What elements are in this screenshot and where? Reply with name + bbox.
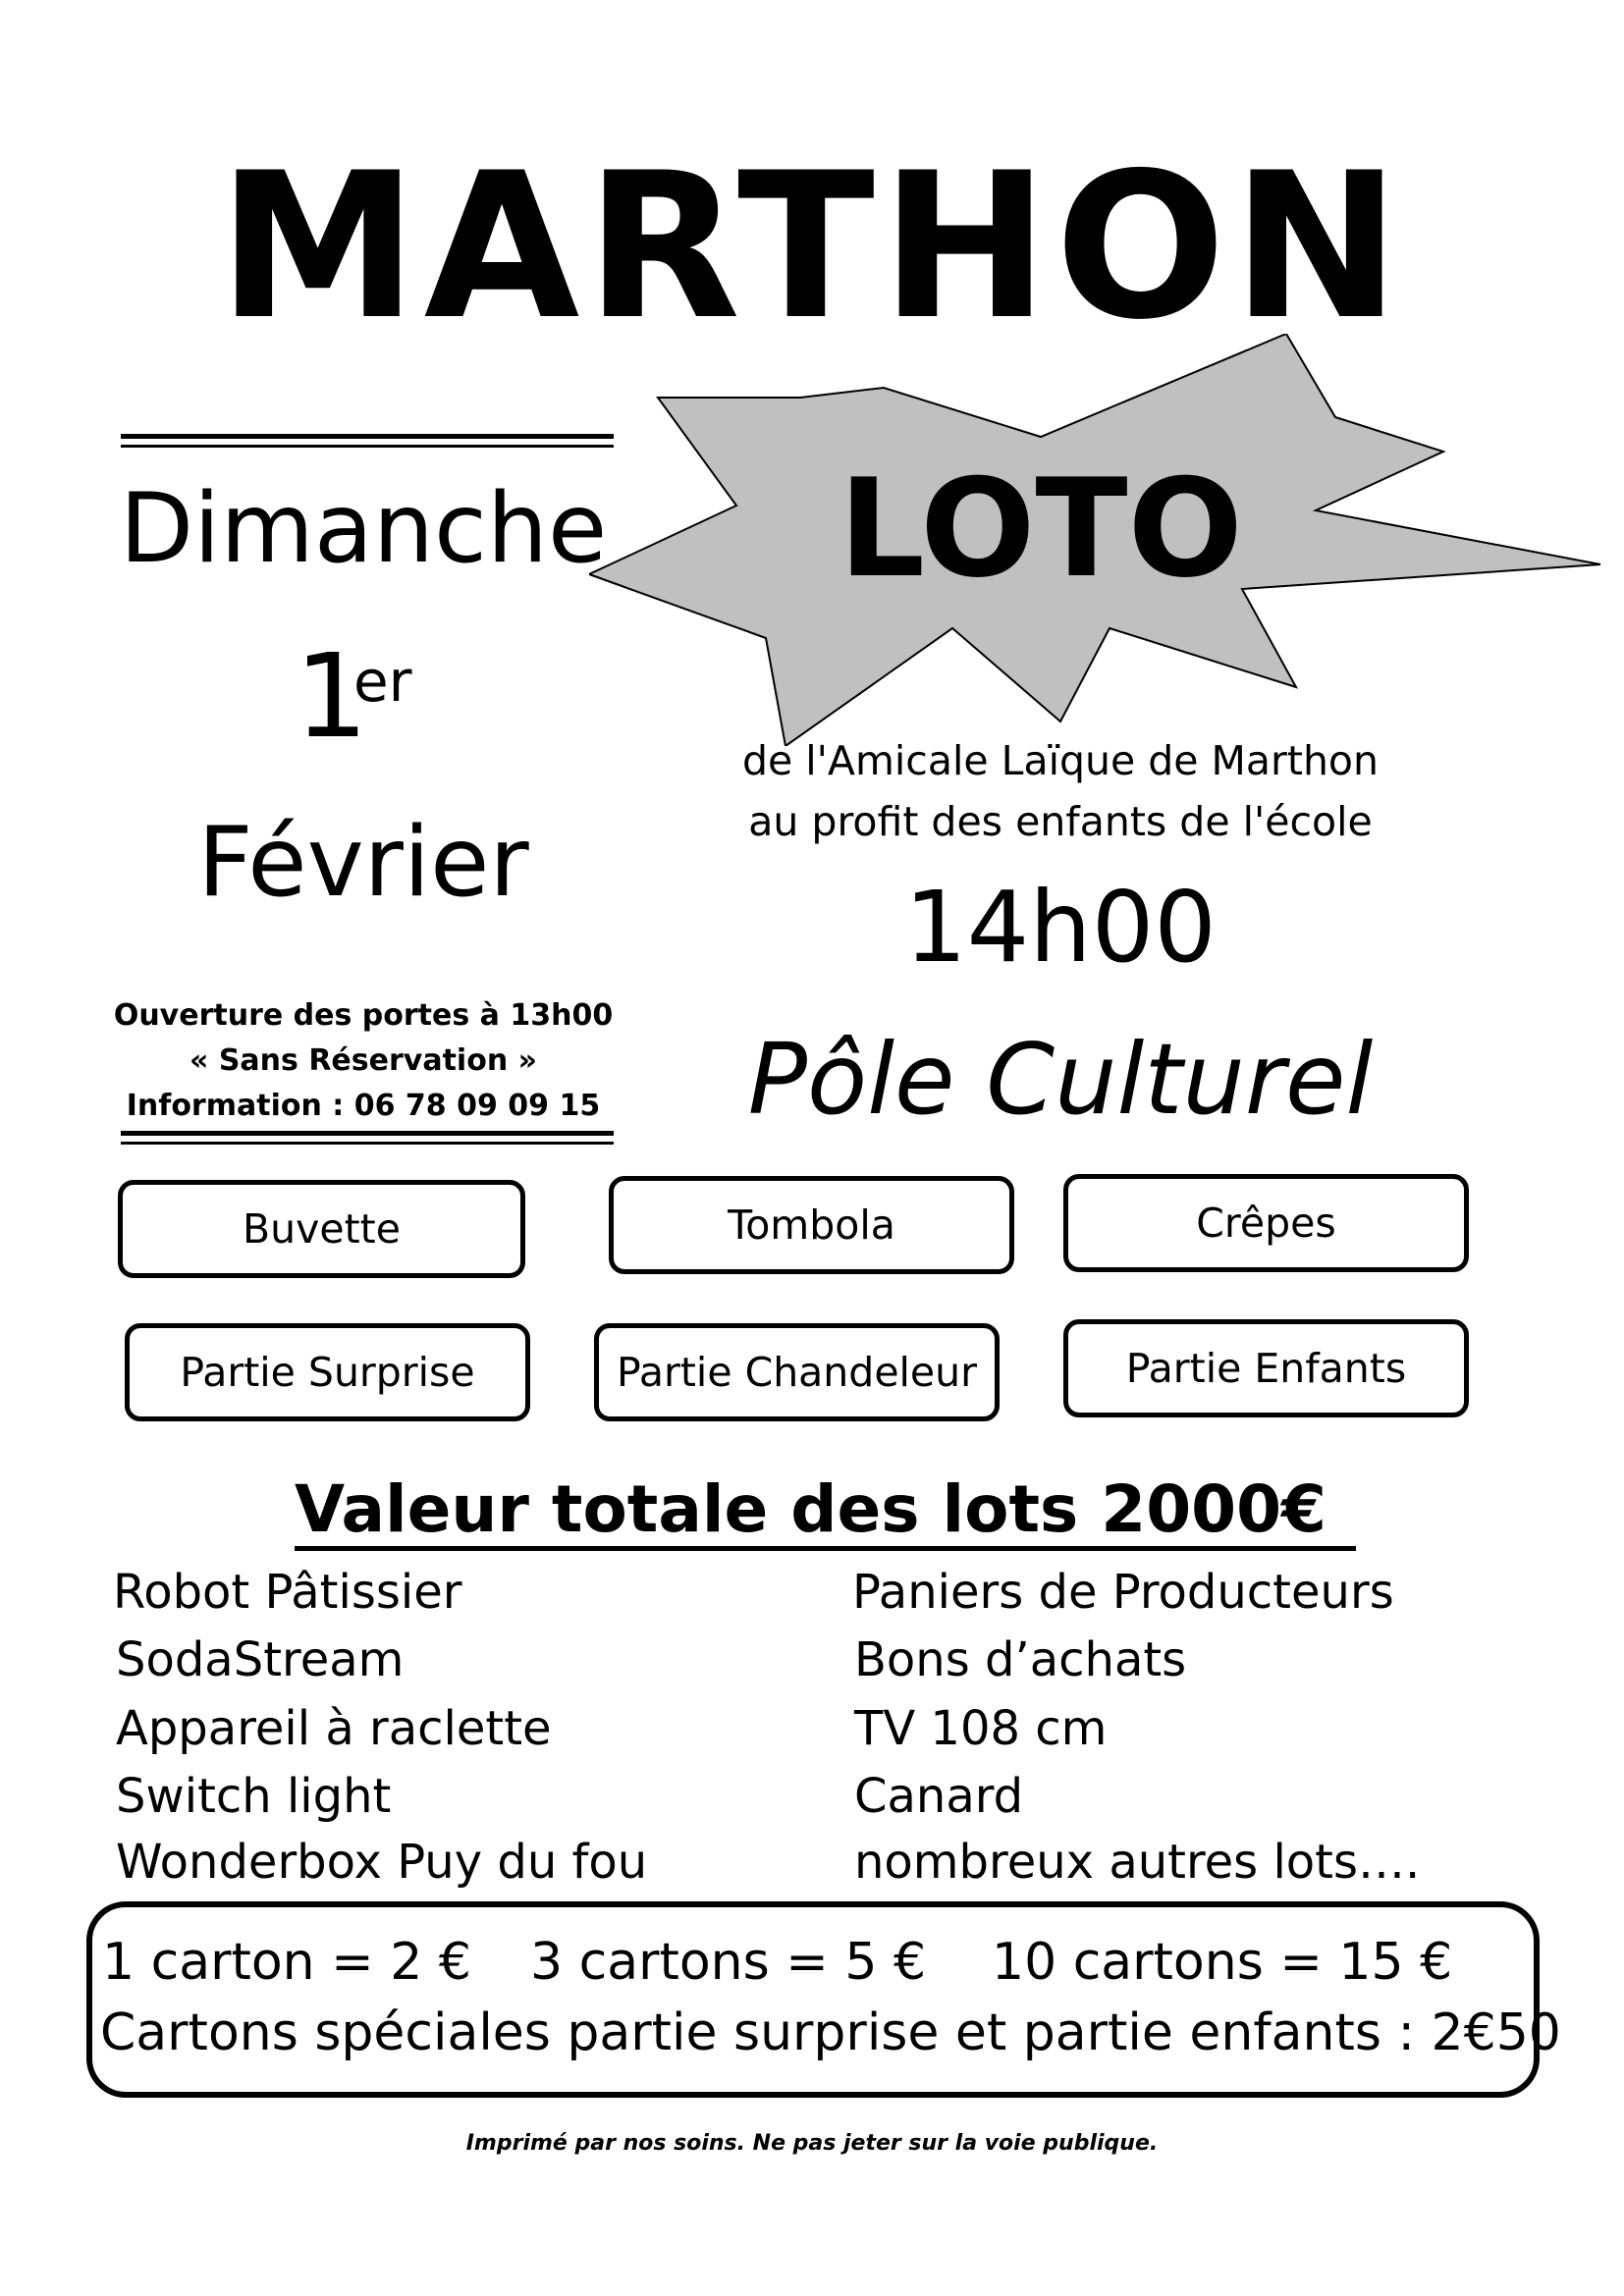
event-name: LOTO [839,450,1243,608]
prize-left-2: SodaStream [116,1632,405,1687]
price-ten-cards: 10 cartons = 15 € [992,1933,1453,1992]
prize-right-3: TV 108 cm [854,1701,1108,1756]
feature-partie-chandeleur: Partie Chandeleur [594,1323,1000,1421]
reservation-info: « Sans Réservation » [189,1043,537,1078]
prize-left-4: Switch light [116,1769,392,1824]
phone-info: Information : 06 78 09 09 15 [126,1089,601,1123]
prize-right-5: nombreux autres lots…. [854,1835,1421,1890]
organizer-line-2: au profit des enfants de l'école [748,798,1373,845]
organizer-line-1: de l'Amicale Laïque de Marthon [741,737,1380,784]
prize-left-1: Robot Pâtissier [113,1565,462,1620]
feature-buvette: Buvette [118,1180,525,1278]
footer-note: Imprimé par nos soins. Ne pas jeter sur la voie publique. [465,2131,1159,2156]
feature-partie-enfants: Partie Enfants [1063,1319,1469,1417]
price-three-cards: 3 cartons = 5 € [530,1933,927,1992]
feature-partie-surprise: Partie Surprise [125,1323,530,1421]
event-date-suffix: er [353,648,412,715]
prize-right-1: Paniers de Producteurs [852,1565,1394,1620]
feature-crepes: Crêpes [1063,1174,1469,1272]
doors-info: Ouverture des portes à 13h00 [113,998,614,1033]
price-one-card: 1 carton = 2 € [102,1933,471,1992]
price-special-cards: Cartons spéciales partie surprise et partie enfants : 2€50 [100,2003,1561,2062]
divider-top [121,434,614,448]
event-month: Février [197,807,529,919]
prize-right-4: Canard [854,1769,1024,1824]
price-box [86,1901,1540,2098]
lots-title: Valeur totale des lots 2000€ [295,1477,1356,1551]
prize-left-5: Wonderbox Puy du fou [116,1835,648,1890]
prize-right-2: Bons d’achats [854,1632,1187,1687]
event-time: 14h00 [904,870,1217,985]
page-title: MARTHON [217,131,1407,364]
event-day: Dimanche [119,473,608,585]
feature-tombola: Tombola [609,1176,1014,1274]
divider-bottom [121,1131,614,1145]
prize-left-3: Appareil à raclette [116,1701,552,1756]
event-date-number: 1 [295,628,369,764]
event-venue: Pôle Culturel [747,1022,1374,1137]
